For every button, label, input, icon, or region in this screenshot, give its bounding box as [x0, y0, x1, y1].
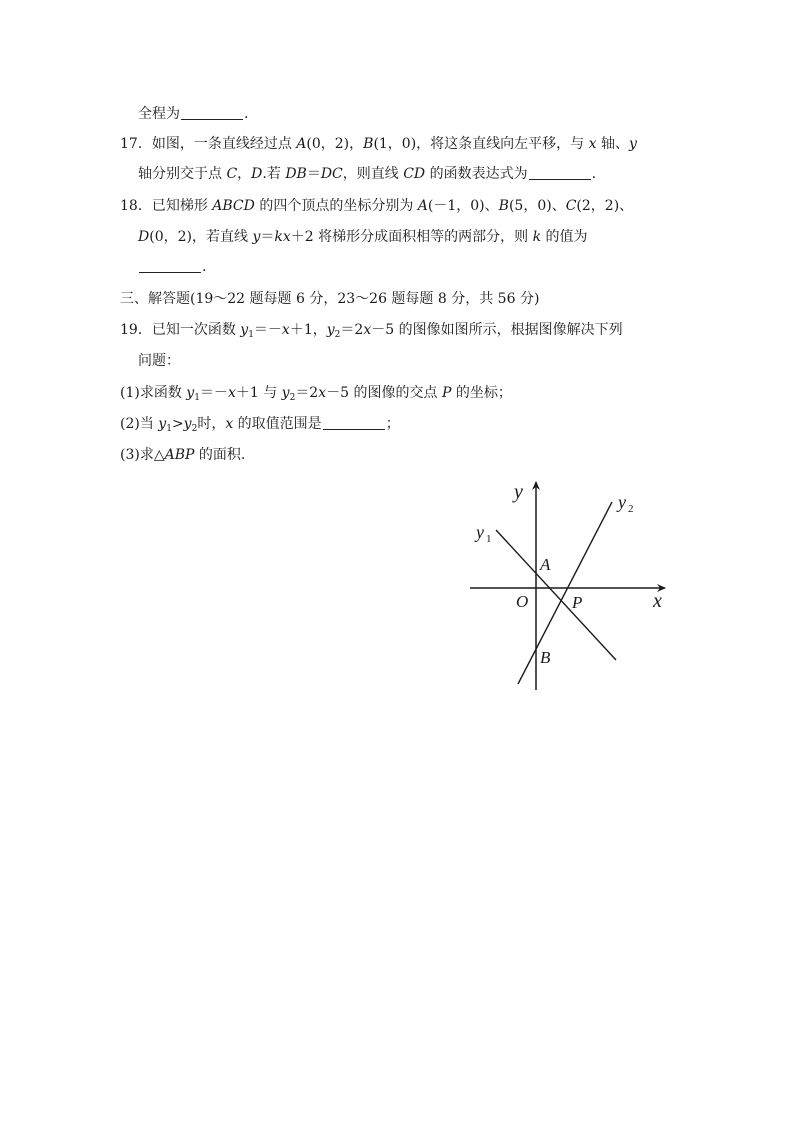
section-heading: 三、解答题(19～22 题每题 6 分，23～26 题每题 8 分，共 56 分): [120, 291, 540, 307]
line-y1-name: y: [476, 522, 484, 542]
q18-line2: D(0，2)，若直线 y＝kx＋2 将梯形分成面积相等的两部分，则 k 的值为: [138, 229, 588, 245]
function-graph: [460, 470, 680, 695]
axis-y-label: y: [514, 481, 523, 503]
answer-blank[interactable]: [323, 415, 385, 430]
q19-line1: 19．已知一次函数 $y_1=-x+1$，$y_2=2x-5$ 的图像如图所示，根据图像解决下列: [120, 322, 623, 340]
q17-line2: 轴分别交于点 C，D.若 DB＝DC，则直线 CD 的函数表达式为 .: [138, 166, 597, 182]
point-p-label: P: [572, 593, 583, 612]
point-b-label: B: [540, 648, 551, 667]
q16-tail: 全程为 .: [138, 106, 249, 122]
q19-part2: (2)当 $y_1>y_2$时，x 的取值范围是 ；: [120, 416, 400, 434]
q19-part1: (1)求函数 $y_1=-x+1$ 与 $y_2=2x-5$ 的图像的交点 P 的坐标；: [120, 385, 512, 403]
line-y2-label: [616, 492, 634, 515]
line-y1-subscript: 1: [486, 533, 492, 545]
origin-label: O: [516, 592, 529, 611]
answer-blank[interactable]: [181, 105, 243, 120]
answer-blank[interactable]: [139, 258, 201, 273]
q18-line1: 18．已知梯形 ABCD 的四个顶点的坐标分别为 A(－1，0)、B(5，0)、C(2，2)、: [120, 198, 634, 214]
answer-blank[interactable]: [529, 165, 591, 180]
q17-line1: 17．如图，一条直线经过点 A(0，2)，B(1，0)，将这条直线向左平移，与 x 轴、y: [120, 136, 637, 152]
line-y1-label: [474, 522, 492, 545]
q19-part3: (3)求△ABP 的面积.: [120, 447, 246, 463]
axis-x-label: x: [653, 590, 662, 612]
line-y2-name: y: [618, 492, 626, 512]
point-a-label: A: [540, 555, 551, 574]
line-y2-subscript: 2: [628, 503, 634, 515]
q18-line3: .: [138, 257, 206, 277]
q19-line2: 问题：: [138, 353, 180, 369]
line-y2: [518, 502, 612, 684]
line-y1: [496, 530, 616, 660]
